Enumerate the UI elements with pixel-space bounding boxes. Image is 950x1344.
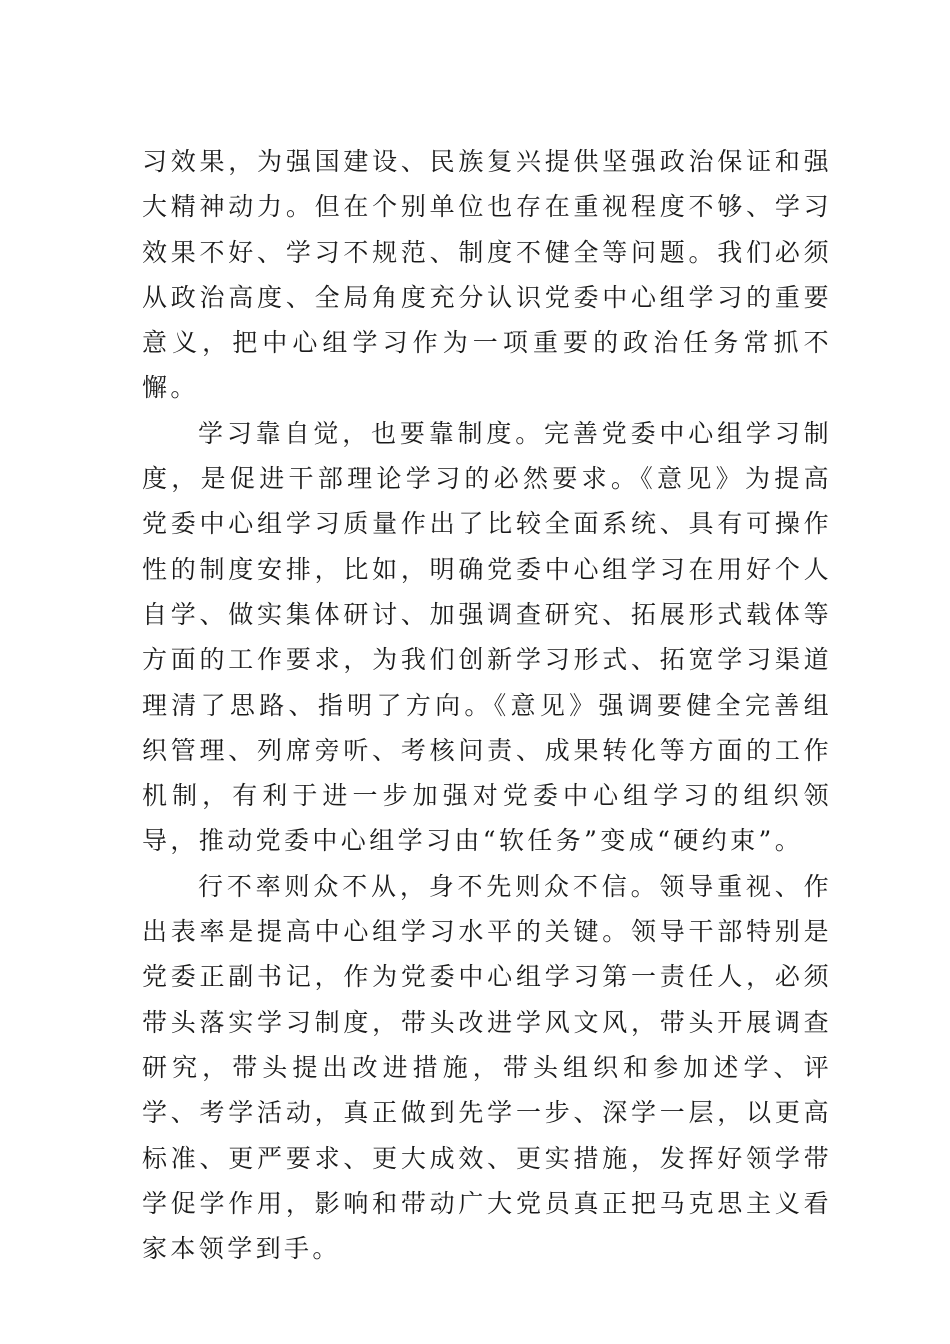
document-body — [142, 139, 832, 1271]
paragraph-3: 行不率则众不从，身不先则众不信。领导重视、作出表率是提高中心组学习水平的关键。领导干部特别是党委正副书记，作为党委中心组学习第一责任人，必须带头落实学习制度，带头改进学风文风，带头开展调查研究，带头提出改进措施，带头组织和参加述学、评学、考学活动，真正做到先学一步、深学一层，以更高标准、更严要求、更大成效、更实措施，发挥好领学带学促学作用，影响和带动广大党员真正把马克思主义看家本领学到手。 — [142, 871, 832, 1264]
paragraph-2: 学习靠自觉，也要靠制度。完善党委中心组学习制度，是促进干部理论学习的必然要求。《意见》为提高党委中心组学习质量作出了比较全面系统、具有可操作性的制度安排，比如，明确党委中心组学习在用好个人自学、做实集体研讨、加强调查研究、拓展形式载体等方面的工作要求，为我们创新学习形式、拓宽学习渠道理清了思路、指明了方向。《意见》强调要健全完善组织管理、列席旁听、考核问责、成果转化等方面的工作机制，有利于进一步加强对党委中心组学习的组织领导，推动党委中心组学习由“软任务”变成“硬约束”。 — [142, 418, 832, 856]
paragraph-1: 习效果，为强国建设、民族复兴提供坚强政治保证和强大精神动力。但在个别单位也存在重视程度不够、学习效果不好、学习不规范、制度不健全等问题。我们必须从政治高度、全局角度充分认识党委中心组学习的重要意义，把中心组学习作为一项重要的政治任务常抓不懈。 — [142, 147, 832, 403]
